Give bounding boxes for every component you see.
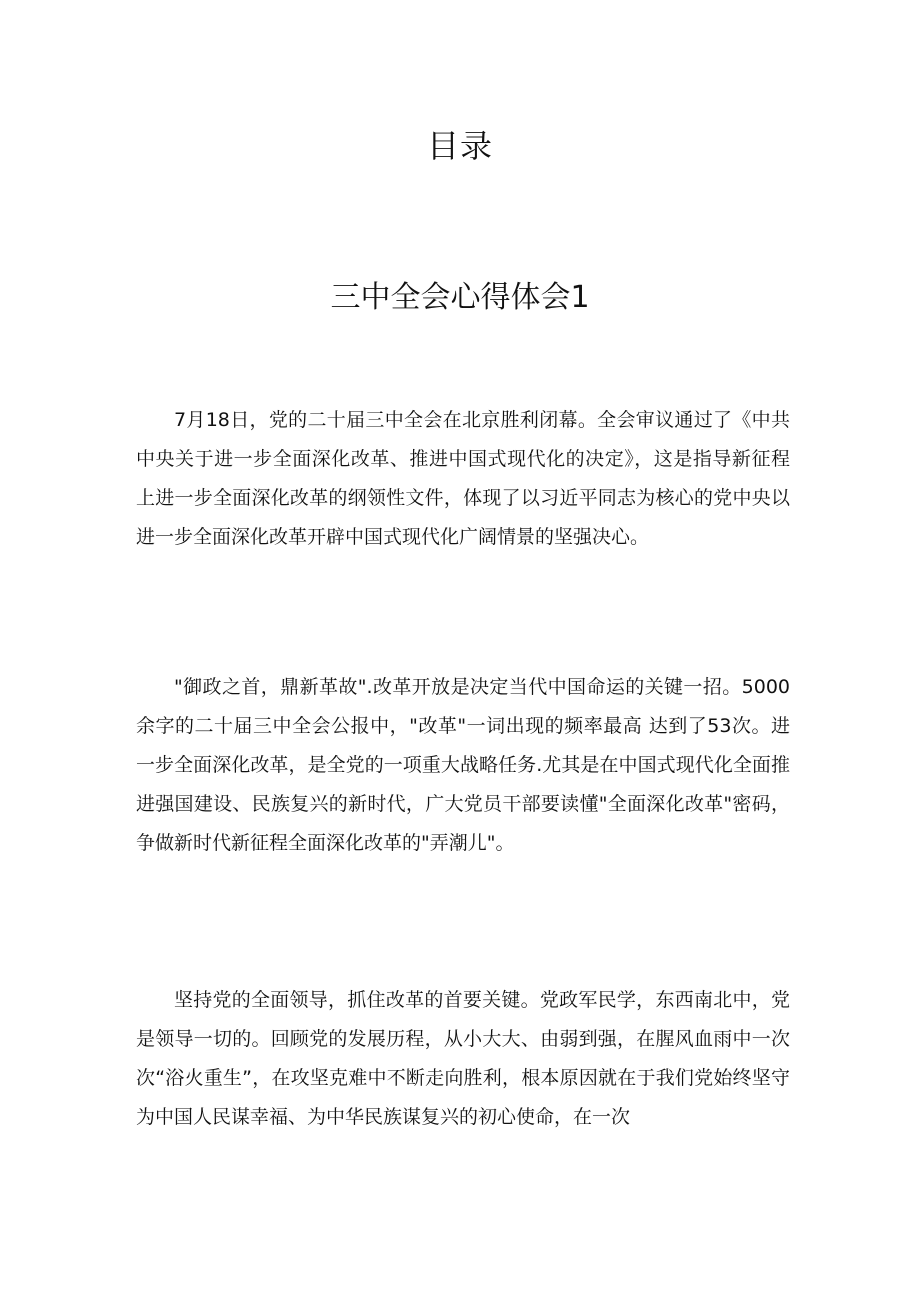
toc-heading: 目录 [426, 127, 493, 165]
paragraph-3: 坚持党的全面领导，抓住改革的首要关键。党政军民学，东西南北中，党是领导一切的。回顾党的发展历程，从小大大、由弱到强，在腥风血雨中一次次“浴火重生”，在攻坚克难中不断走向胜利，根本原因就在于我们党始终坚守为中国人民谋幸福、为中华民族谋复兴的初心使命，在一次 [136, 989, 790, 1128]
paragraph-2: "御政之首，鼎新革故".改革开放是决定当代中国命运的关键一招。5000余字的二十届三中全会公报中，"改革"一词出现的频率最高 达到了53次。进一步全面深化改革，是全党的一项重大战略任务.尤其是在中国式现代化全面推进强国建设、民族复兴的新时代，广大党员干部要读懂"全面深化改革"密码，争做新时代新征程全面深化改革的"弄潮儿"。 [136, 676, 790, 854]
article-title: 三中全会心得体会1 [330, 280, 590, 315]
paragraph-1: 7月18日，党的二十届三中全会在北京胜利闭幕。全会审议通过了《中共中央关于进一步全面深化改革、推进中国式现代化的决定》，这是指导新征程上进一步全面深化改革的纲领性文件，体现了以习近平同志为核心的党中央以进一步全面深化改革开辟中国式现代化广阔情景的坚强决心。 [136, 409, 790, 548]
